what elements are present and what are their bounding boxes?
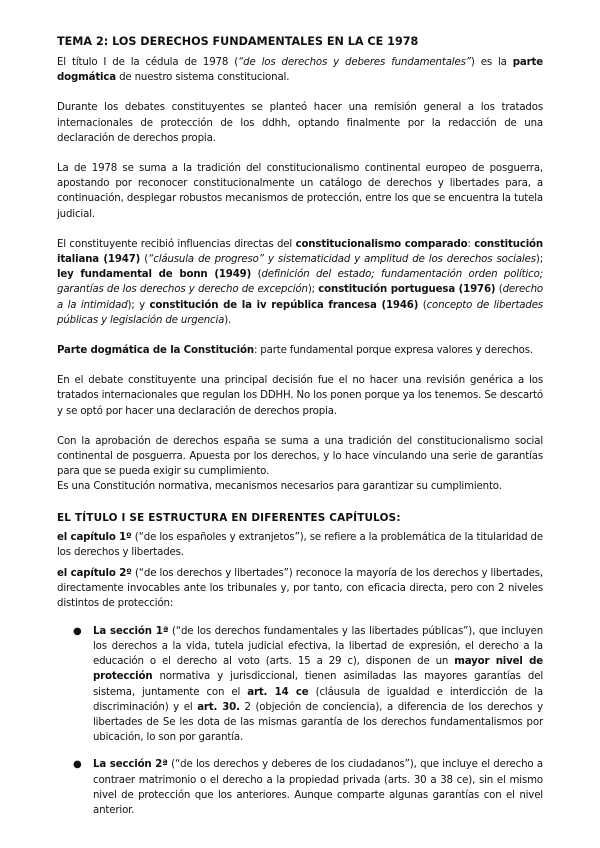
bold-text: constitución italiana (1947) <box>57 238 544 266</box>
paragraph-chapter-2 <box>57 566 543 612</box>
text-span: (“de los derechos y libertades”) reconoce la mayoría de los derechos y libertades, directamente invocables ante los tribunales y, por tanto, con eficacia directa, pero con 2 niveles distintos de protección: <box>57 568 543 610</box>
bold-text: art. 30. <box>197 701 240 713</box>
text-span: ); <box>535 254 544 266</box>
text-span: ); y <box>127 299 150 311</box>
paragraph-chapter-1 <box>57 530 543 560</box>
document-title: TEMA 2: LOS DERECHOS FUNDAMENTALES EN LA CE 1978 <box>57 35 419 48</box>
bold-text: constitución de la iv república francesa (1946) <box>149 299 419 311</box>
bold-text: el capítulo 1º <box>57 531 132 543</box>
text-span: (cláusula de igualdad e interdicción de la discriminación) y el <box>93 686 543 713</box>
italic-text: concepto de libertades públicas y legislación de urgencia <box>57 299 543 326</box>
paragraph-approval: Con la aprobación de derechos españa se suma a una tradición del constitucionalismo social continental de posguerra. Apuesta por los derechos, y lo hace vinculando una serie de garantías para que se pueda exigir su cumplimiento. <box>57 435 543 478</box>
text-span: (“de los derechos fundamentales y las libertades públicas”), que incluyen los derechos a la vida, tutela judicial efectiva, la libertad de expresión, el derecho a la educación o el derecho al voto (arts. 15 a 29 c), disponen de un <box>93 625 544 668</box>
paragraph-tradition: La de 1978 se suma a la tradición del constitucionalismo continental europeo de posguerra, apostando por reconocer constitucionalmente un catálogo de derechos y libertades para, a continuación, desplegar robustos mecanismos de protección, entre los que se encuentra la tutela judicial. <box>57 163 543 220</box>
text-span: El constituyente recibió influencias directas del <box>57 238 296 250</box>
text-span: (“de los derechos y deberes de los ciudadanos”), que incluye el derecho a contraer matrimonio o el derecho a la propiedad privada (arts. 30 a 38 ce), sin el mismo nivel de protección que los anteriores. Aunque comparte algunas garantías con el nivel anterior. <box>93 759 544 816</box>
italic-text: derecho a la intimidad <box>57 284 544 311</box>
italic-text: “cláusula de progreso” y sistematicidad y amplitud de los derechos sociales <box>148 254 536 266</box>
text-span: ( <box>495 284 503 296</box>
bold-text: ley fundamental de bonn (1949) <box>57 269 252 281</box>
text-span: 2 (objeción de conciencia), a diferencia de los derechos y libertades de Se les dota de las mismas garantía de los derechos fundamentalismos por ubicación, lo son por garantía. <box>93 701 543 744</box>
italic-text: definición del estado; fundamentación orden político; garantías de los derechos y derecho de excepción <box>57 269 543 296</box>
text-span: ). <box>224 314 232 326</box>
list-item-section-2 <box>73 757 544 818</box>
text-span: : parte fundamental porque expresa valores y derechos. <box>253 345 533 357</box>
bold-text: mayor nivel de protección <box>93 656 543 683</box>
paragraph-normative: Es una Constitución normativa, mecanismos necesarios para garantizar su cumplimiento. <box>57 481 502 493</box>
bullet-icon: ● <box>73 625 82 637</box>
paragraph-influences <box>57 237 543 328</box>
bold-text: La sección 2ª <box>93 759 168 771</box>
bold-text: Parte dogmática de la Constitución <box>57 345 254 357</box>
bold-text: parte dogmática <box>57 57 543 84</box>
text-span: ( <box>140 254 149 266</box>
paragraph-constituent-debate: En el debate constituyente una principal decisión fue el no hacer una revisión genérica a los tratados internacionales que regulan los DDHH. No los ponen porque ya los tenemos. Se descartó y se optó por hacer una declaración de derechos propia. <box>57 375 543 417</box>
text-span: (“de los españoles y extranjetos”), se refiere a la problemática de la titularidad de los derechos y libertades. <box>57 531 543 558</box>
section-heading-title-i: EL TÍTULO I SE ESTRUCTURA EN DIFERENTES CAPÍTULOS: <box>57 511 401 524</box>
sections-list <box>57 624 543 818</box>
text-span: normativa y jurisdiccional, tienen asimiladas las mayores garantías del sistema, juntamente con el <box>93 671 543 698</box>
bold-text: el capítulo 2º <box>57 568 132 580</box>
italic-text: “de los derechos y deberes fundamentales” <box>238 57 471 68</box>
text-span: ( <box>418 299 427 311</box>
text-span: ); <box>307 284 319 296</box>
list-item-section-1 <box>73 624 544 746</box>
bold-text: art. 14 ce <box>247 686 309 698</box>
paragraph-dogmatic-part <box>57 343 543 358</box>
paragraph-intro <box>57 55 543 85</box>
bullet-icon: ● <box>73 759 82 771</box>
text-span: El título I de la cédula de 1978 ( <box>57 57 239 68</box>
text-span: ) es la <box>470 57 513 68</box>
bold-text: La sección 1ª <box>93 625 169 637</box>
text-span: ( <box>251 269 262 281</box>
bold-text: constitucionalismo comparado <box>295 238 468 250</box>
list-spacer <box>93 745 543 757</box>
text-span: : <box>467 238 475 250</box>
text-span: de nuestro sistema constitucional. <box>116 72 290 84</box>
bold-text: constitución portuguesa (1976) <box>318 284 496 296</box>
paragraph-debates: Durante los debates constituyentes se planteó hacer una remisión general a los tratados internacionales de protección de los ddhh, optando finalmente por la redacción de una declaración de derechos propia. <box>57 102 543 144</box>
